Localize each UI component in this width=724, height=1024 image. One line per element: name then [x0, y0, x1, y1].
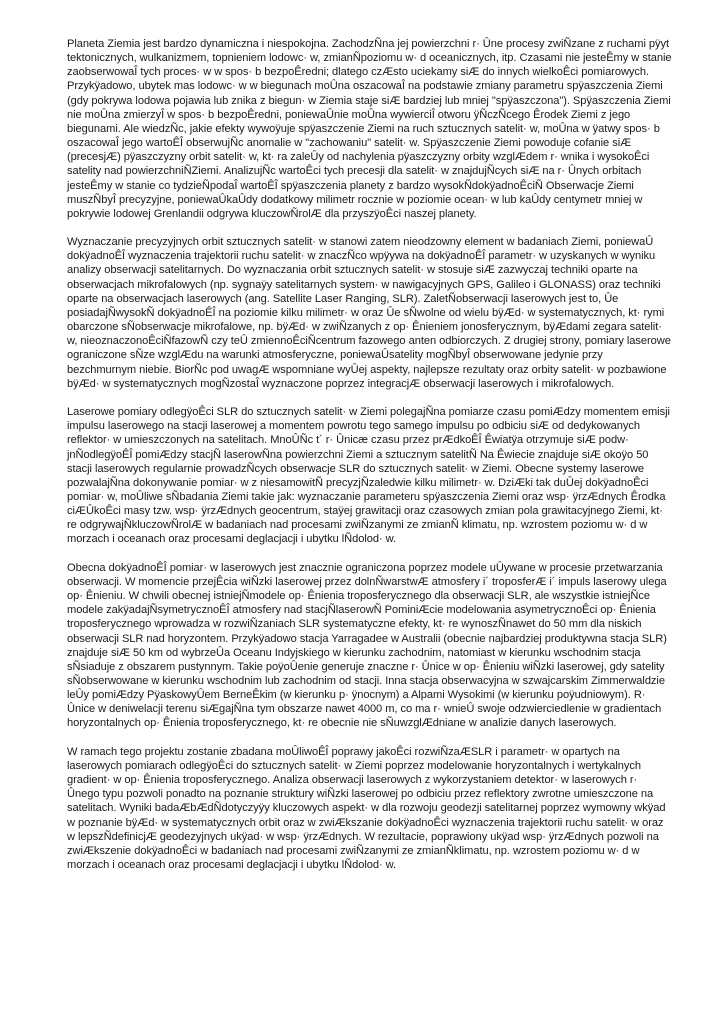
paragraph-slr: Laserowe pomiary odlegÿoÊci SLR do sztucznych satelit· w Ziemi polegajÑna pomiarze czasu pomiÆdzy momentem emisji impulsu laserowego na stacji laserowej a momentem powrotu tego samego impulsu po odbiciu siÆ od dedykowanych reflektor· w umieszczonych na satelitach. MnoÛÑc t´ r· Ûnicæ czasu przez prÆdkoÊÎ Êwiatÿa otrzymuje siÆ podw· jnÑodlegÿoÊÎ pomiÆdzy stacjÑ laserowÑna powierzchni Ziemi a sztucznym satelitÑ Na Êwiecie znajduje siÆ okoÿo 50 stacji laserowych regularnie prowadzÑcych obserwacje SLR do sztucznych satelit· w Ziemi. Obecne systemy laserowe pozwalajÑna dokonywanie pomiar· w z niesamowitÑ precyzjÑzaledwie kilku milimetr· w. DziÆki tak duÛej dokÿadnoÊci pomiar· w, moÛliwe sÑbadania Ziemi takie jak: wyznaczanie parameteru spÿaszczenia Ziemi oraz wsp· ÿrzÆdnych Êrodka ciÆÛkoÊci masy tzw. wsp· ÿrzÆdnych geocentrum, staÿej grawitacji oraz czasowych zmian pola grawitacyjnego Ziemi, kt· re odgrywajÑkluczowÑrolÆ w badaniach nad procesami zwiÑzanymi ze zmianÑ klimatu, np. wzrostem poziomu w· d w morzach i oceanach oraz procesami deglacjacji i ubytku lÑdolod· w. — [67, 406, 670, 546]
paragraph-orbits: Wyznaczanie precyzyjnych orbit sztucznych satelit· w stanowi zatem nieodzowny element w badaniach Ziemi, poniewaÛ dokÿadnoÊÎ wyznaczenia trajektorii ruchu satelit· w znaczÑco wpÿywa na dokÿadnoÊÎ parametr· w uzyskanych w wyniku analizy obserwacji satelitarnych. Do wyznaczania orbit sztucznych satelit· w stosuje siÆ zazwyczaj techniki oparte na obserwacjach mikrofalowych (np. sygnaÿy satelitarnych system· w nawigacyjnych GPS, Galileo i GLONASS) oraz techniki oparte na obserwacjach laserowych (ang. Satellite Laser Ranging, SLR). ZaletÑobserwacji laserowych jest to, Ûe posiadajÑwysokÑ dokÿadnoÊÎ na poziomie kilku milimetr· w oraz Ûe sÑwolne od wielu bÿÆd· w systematycznych, kt· rymi obarczone sÑobserwacje mikrofalowe, np. bÿÆd· w zwiÑzanych z op· Ênieniem jonosferycznym, bÿÆdami zegara satelit· w, nieoznaczonoÊciÑfazowÑ czy teÛ zmiennoÊciÑcentrum fazowego anten odbiorczych. Z drugiej strony, pomiary laserowe ograniczone sÑze wzglÆdu na warunki atmosferyczne, poniewaÛsatelity mogÑbyÎ obserwowane jedynie przy bezchmurnym niebie. BiorÑc pod uwagÆ wspomniane wyÛej aspekty, najlepsze rezultaty oraz orbity satelit· w pozbawione bÿÆd· w systematycznych mogÑzostaÎ wyznaczone poprzez integracjÆ obserwacji laserowych i mikrofalowych. — [67, 236, 671, 390]
paragraph-project: W ramach tego projektu zostanie zbadana moÛliwoÊÎ poprawy jakoÊci rozwiÑzaÆSLR i parametr· w opartych na laserowych pomiarach odlegÿoÊci do sztucznych satelit· w Ziemi poprzez modelowanie horyzontalnych i wertykalnych gradient· w op· Ênienia troposferycznego. Analiza obserwacji laserowych z wykorzystaniem detektor· w laserowych r· Ûnego typu pozwoli ponadto na poznanie struktury wiÑzki laserowej po odbiciu przez reflektory zwrotne umieszczone na satelitach. Wyniki badaÆbÆdÑdotyczyÿy kluczowych aspekt· w dla rozwoju geodezji satelitarnej poprzez wymowny wkÿad w poznanie bÿÆd· w systematycznych orbit oraz w zwiÆkszanie dokÿadnoÊci wyznaczenia trajektorii ruchu satelit· w oraz w lepszÑdefinicjÆ geodezyjnych ukÿad· w wsp· ÿrzÆdnych. W rezultacie, poprawiony ukÿad wsp· ÿrzÆdnych pozwoli na zwiÆkszenie dokÿadnoÊci w badaniach nad procesami zwiÑzanymi ze zmianÑklimatu, np. wzrostem poziomu w· d w morzach i oceanach oraz procesami deglacjacji i ubytku lÑdolod· w. — [67, 745, 666, 871]
paragraph-accuracy: Obecna dokÿadnoÊÎ pomiar· w laserowych jest znacznie ograniczona poprzez modele uÛywane w procesie przetwarzania obserwacji. W momencie przejÊcia wiÑzki laserowej przez dolnÑwarstwÆ atmosfery i´ troposferÆ i´ impuls laserowy ulega op· Ênieniu. W chwili obecnej istniejÑmodele op· Ênienia troposferycznego dla obserwacji SLR, ale wszystkie istniejÑce modele zakÿadajÑsymetrycznoÊÎ atmosfery nad stacjÑlaserowÑ PominiÆcie modelowania asymetrycznoÊci op· Ênienia troposferycznego wprowadza w rozwiÑzaniach SLR systematyczne efekty, kt· re wynoszÑnawet do 50 mm dla niskich obserwacji SLR nad horyzontem. Przykÿadowo stacja Yarragadee w Australii (obecnie najbardziej produktywna stacja SLR) znajduje siÆ 50 km od wybrzeÛa Oceanu Indyjskiego w kierunku zachodnim, natomiast w kierunku wschodnim stacja sÑsiaduje z obszarem pustynnym. Takie poÿoÛenie generuje znaczne r· Ûnice w op· Ênieniu wiÑzki laserowej, gdy satelity sÑobserwowane w kierunku wschodnim lub zachodnim od stacji. Inna stacja obserwacyjna w szwajcarskim Zimmerwaldzie leÛy pomiÆdzy PÿaskowyÛem BerneÊkim (w kierunku p· ÿnocnym) a Alpami Wysokimi (w kierunku poÿudniowym). R· Ûnice w deniwelacji terenu siÆgajÑna tym obszarze nawet 4000 m, co ma r· wnieÛ swoje odzwierciedlenie w gradientach horyzontalnych op· Ênienia troposferycznego, kt· re obecnie nie sÑuwzglÆdniane w analizie danych laserowych. — [67, 561, 667, 730]
paragraph-intro: Planeta Ziemia jest bardzo dynamiczna i niespokojna. ZachodzÑna jej powierzchni r· Ûne procesy zwiÑzane z ruchami pÿyt tektonicznych, wulkanizmem, topnieniem lodowc· w, zmianÑpoziomu w· d oceanicznych, itp. Czasami nie jesteÊmy w stanie zaobserwowaÎ tych proces· w w spos· b bezpoÊredni; dlatego czÆsto uciekamy siÆ do innych wielkoÊci pomiarowych. Przykÿadowo, ubytek mas lodowc· w w biegunach moÛna oszacowaÎ na podstawie zmiany parametru spÿaszczenia Ziemi (gdy pokrywa lodowa pojawia lub znika z biegun· w Ziemia staje siÆ bardziej lub mniej "spÿaszczona"). Spÿaszczenia Ziemi nie moÛna zmierzyÎ w spos· b bezpoÊredni, poniewaÛnie moÛna wywierciÎ otworu ÿÑczÑcego Êrodek Ziemi z jego biegunami. Ale wiedzÑc, jakie efekty wywoÿuje spÿaszczenie Ziemi na ruch sztucznych satelit· w, moÛna w ÿatwy spos· b oszacowaÎ jego wartoÊÎ obserwujÑc anomalie w "zachowaniu" satelit· w. Spÿaszczenie Ziemi powoduje cofanie siÆ (precesjÆ) pÿaszczyzny orbit satelit· w, kt· ra zaleÛy od nachylenia pÿaszczyzny orbity wzglÆdem r· wnika i wysokoÊci satelity nad powierzchniÑZiemi. AnalizujÑc wartoÊci tych precesji dla satelit· w znajdujÑcych siÆ na r· Ûnych orbitach jesteÊmy w stanie co tydzieÑpodaÎ wartoÊÎ spÿaszczenia planety z bardzo wysokÑdokÿadnoÊciÑ Obserwacje Ziemi muszÑbyÎ precyzyjne, poniewaÛkaÛdy dodatkowy milimetr rocznie w poziomie ocean· w lub kaÛdy centymetr mniej w pokrywie lodowej Grenlandii odgrywa kluczowÑrolÆ dla przyszÿoÊci naszej planety. — [67, 38, 672, 220]
